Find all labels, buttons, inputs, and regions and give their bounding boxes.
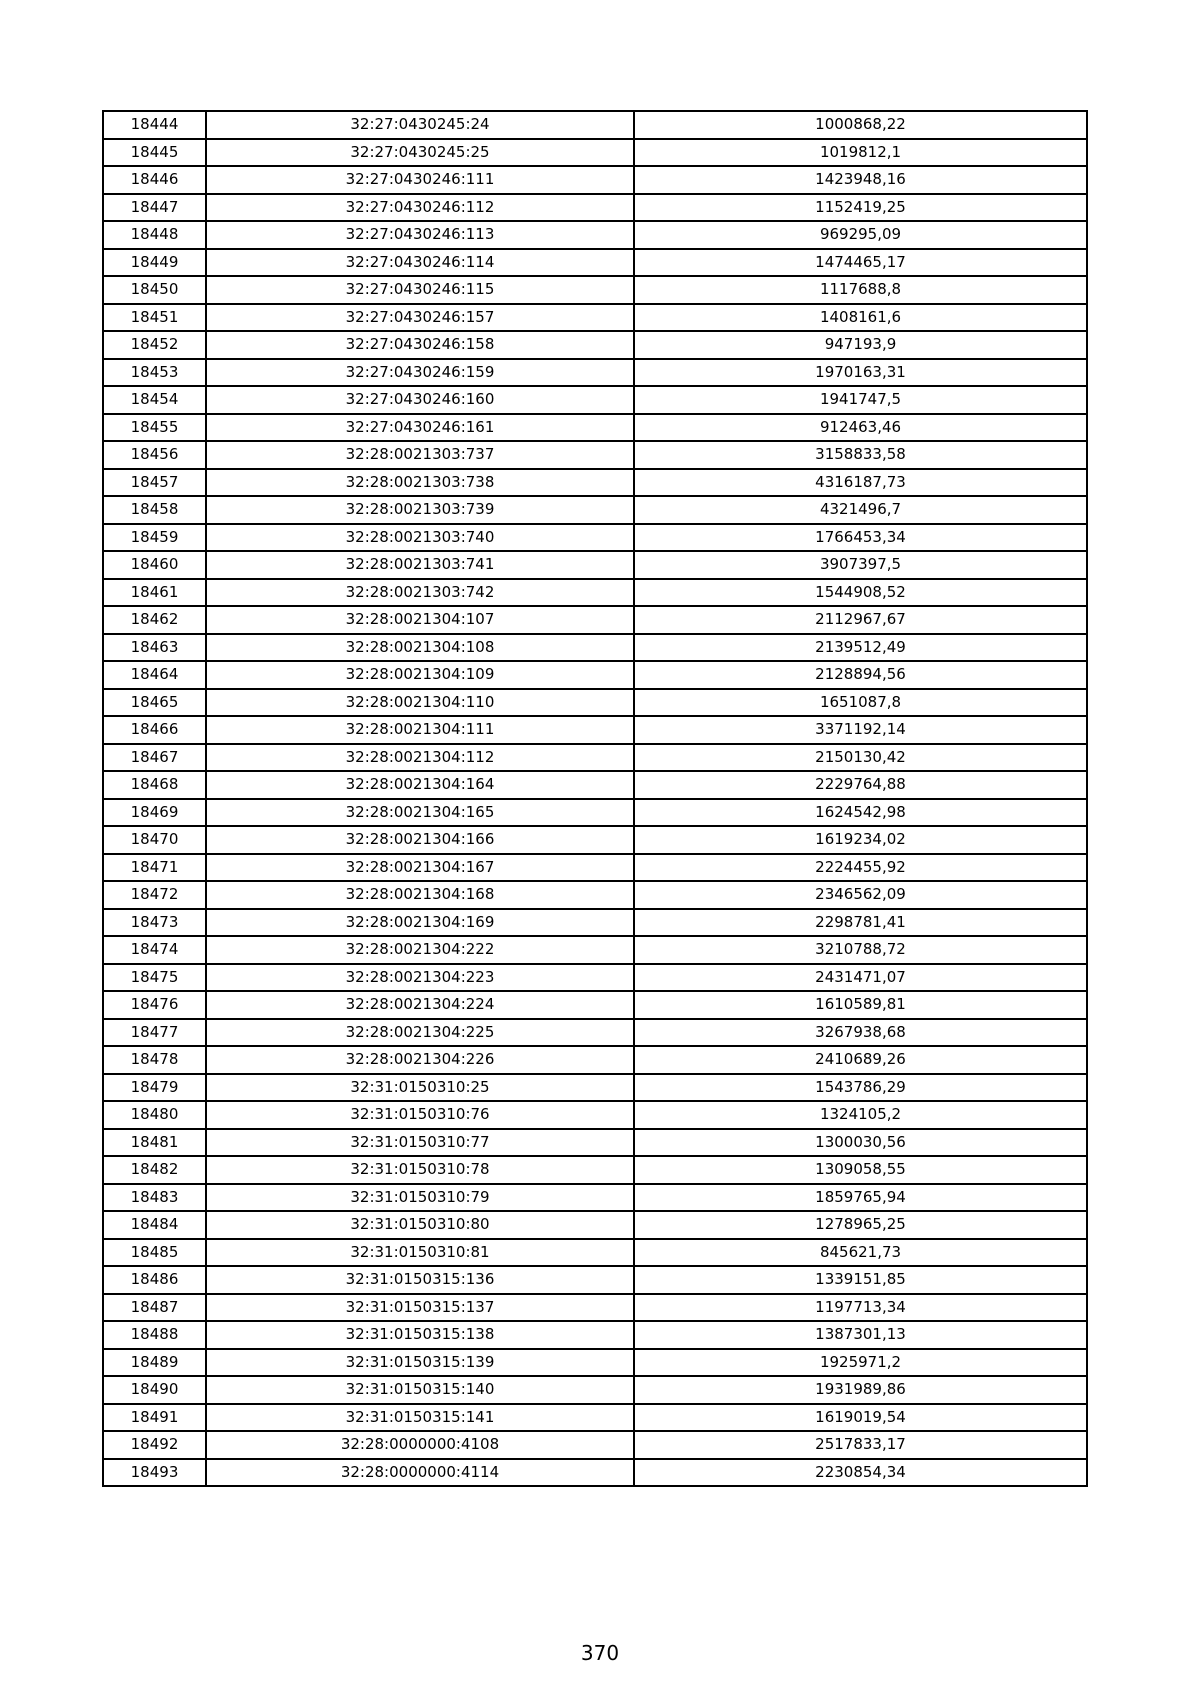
value-cell: 3210788,72 [634,936,1087,964]
table-row [103,1321,1087,1349]
value-cell: 2112967,67 [634,606,1087,634]
table-row [103,716,1087,744]
table-row [103,854,1087,882]
cadastral-number-cell: 32:28:0021304:112 [206,744,634,772]
table-row [103,276,1087,304]
row-number-cell: 18450 [103,276,206,304]
cadastral-number-cell: 32:28:0021304:222 [206,936,634,964]
value-cell: 1408161,6 [634,304,1087,332]
cadastral-number-cell: 32:28:0021304:168 [206,881,634,909]
row-number-cell: 18463 [103,634,206,662]
row-number-cell: 18464 [103,661,206,689]
row-number-cell: 18460 [103,551,206,579]
row-number-cell: 18491 [103,1404,206,1432]
table-row [103,579,1087,607]
value-cell: 1300030,56 [634,1129,1087,1157]
table-row [103,221,1087,249]
table-row [103,1046,1087,1074]
cadastral-number-cell: 32:28:0021304:167 [206,854,634,882]
row-number-cell: 18482 [103,1156,206,1184]
value-cell: 1931989,86 [634,1376,1087,1404]
row-number-cell: 18466 [103,716,206,744]
row-number-cell: 18470 [103,826,206,854]
row-number-cell: 18446 [103,166,206,194]
cadastral-number-cell: 32:31:0150310:81 [206,1239,634,1267]
row-number-cell: 18459 [103,524,206,552]
row-number-cell: 18444 [103,111,206,139]
table-row [103,166,1087,194]
row-number-cell: 18445 [103,139,206,167]
value-cell: 1387301,13 [634,1321,1087,1349]
row-number-cell: 18483 [103,1184,206,1212]
row-number-cell: 18486 [103,1266,206,1294]
table-row [103,414,1087,442]
cadastral-number-cell: 32:27:0430245:24 [206,111,634,139]
value-cell: 1117688,8 [634,276,1087,304]
cadastral-number-cell: 32:27:0430246:161 [206,414,634,442]
table-row [103,744,1087,772]
row-number-cell: 18484 [103,1211,206,1239]
row-number-cell: 18455 [103,414,206,442]
cadastral-number-cell: 32:31:0150310:25 [206,1074,634,1102]
cadastral-number-cell: 32:31:0150315:140 [206,1376,634,1404]
row-number-cell: 18478 [103,1046,206,1074]
row-number-cell: 18471 [103,854,206,882]
table-row [103,551,1087,579]
value-cell: 1544908,52 [634,579,1087,607]
row-number-cell: 18480 [103,1101,206,1129]
cadastral-number-cell: 32:31:0150310:80 [206,1211,634,1239]
table-row [103,1239,1087,1267]
table-row [103,1349,1087,1377]
cadastral-value-table [102,110,1088,1487]
row-number-cell: 18453 [103,359,206,387]
cadastral-number-cell: 32:27:0430246:160 [206,386,634,414]
cadastral-number-cell: 32:28:0021304:164 [206,771,634,799]
table-row [103,441,1087,469]
cadastral-number-cell: 32:28:0021304:224 [206,991,634,1019]
row-number-cell: 18485 [103,1239,206,1267]
value-cell: 1610589,81 [634,991,1087,1019]
value-cell: 2410689,26 [634,1046,1087,1074]
page-number: 370 [580,1641,620,1665]
value-cell: 2230854,34 [634,1459,1087,1487]
cadastral-number-cell: 32:31:0150315:136 [206,1266,634,1294]
cadastral-number-cell: 32:27:0430246:158 [206,331,634,359]
cadastral-number-cell: 32:28:0021303:737 [206,441,634,469]
row-number-cell: 18458 [103,496,206,524]
table-row [103,1294,1087,1322]
value-cell: 947193,9 [634,331,1087,359]
table-row [103,194,1087,222]
row-number-cell: 18488 [103,1321,206,1349]
table-row [103,304,1087,332]
cadastral-number-cell: 32:31:0150310:78 [206,1156,634,1184]
value-cell: 969295,09 [634,221,1087,249]
row-number-cell: 18489 [103,1349,206,1377]
table-row [103,1019,1087,1047]
cadastral-number-cell: 32:31:0150315:138 [206,1321,634,1349]
row-number-cell: 18469 [103,799,206,827]
table-row [103,909,1087,937]
value-cell: 2139512,49 [634,634,1087,662]
value-cell: 3267938,68 [634,1019,1087,1047]
value-cell: 1619234,02 [634,826,1087,854]
row-number-cell: 18451 [103,304,206,332]
table-row [103,964,1087,992]
row-number-cell: 18449 [103,249,206,277]
row-number-cell: 18493 [103,1459,206,1487]
cadastral-number-cell: 32:28:0021304:226 [206,1046,634,1074]
table-row [103,524,1087,552]
value-cell: 1019812,1 [634,139,1087,167]
cadastral-number-cell: 32:31:0150310:77 [206,1129,634,1157]
row-number-cell: 18476 [103,991,206,1019]
table-row [103,771,1087,799]
value-cell: 1859765,94 [634,1184,1087,1212]
cadastral-number-cell: 32:31:0150315:137 [206,1294,634,1322]
value-cell: 1278965,25 [634,1211,1087,1239]
table-row [103,991,1087,1019]
cadastral-number-cell: 32:27:0430246:159 [206,359,634,387]
value-cell: 1152419,25 [634,194,1087,222]
table-row [103,1404,1087,1432]
row-number-cell: 18447 [103,194,206,222]
cadastral-number-cell: 32:27:0430246:111 [206,166,634,194]
row-number-cell: 18479 [103,1074,206,1102]
row-number-cell: 18462 [103,606,206,634]
value-cell: 4321496,7 [634,496,1087,524]
row-number-cell: 18467 [103,744,206,772]
value-cell: 1925971,2 [634,1349,1087,1377]
cadastral-number-cell: 32:27:0430246:113 [206,221,634,249]
cadastral-number-cell: 32:28:0021303:738 [206,469,634,497]
row-number-cell: 18474 [103,936,206,964]
cadastral-number-cell: 32:28:0021304:225 [206,1019,634,1047]
row-number-cell: 18456 [103,441,206,469]
table-row [103,139,1087,167]
row-number-cell: 18475 [103,964,206,992]
value-cell: 3907397,5 [634,551,1087,579]
value-cell: 2431471,07 [634,964,1087,992]
table-row [103,1101,1087,1129]
value-cell: 3158833,58 [634,441,1087,469]
value-cell: 1324105,2 [634,1101,1087,1129]
table-row [103,634,1087,662]
row-number-cell: 18448 [103,221,206,249]
table-row [103,386,1087,414]
cadastral-number-cell: 32:28:0021304:165 [206,799,634,827]
value-cell: 4316187,73 [634,469,1087,497]
row-number-cell: 18457 [103,469,206,497]
cadastral-number-cell: 32:31:0150315:139 [206,1349,634,1377]
row-number-cell: 18472 [103,881,206,909]
cadastral-number-cell: 32:31:0150310:79 [206,1184,634,1212]
table-row [103,1266,1087,1294]
value-cell: 845621,73 [634,1239,1087,1267]
row-number-cell: 18473 [103,909,206,937]
table-row [103,1156,1087,1184]
value-cell: 1309058,55 [634,1156,1087,1184]
table-row [103,1376,1087,1404]
table-row [103,1129,1087,1157]
table-row [103,331,1087,359]
cadastral-number-cell: 32:28:0021304:166 [206,826,634,854]
value-cell: 2517833,17 [634,1431,1087,1459]
row-number-cell: 18492 [103,1431,206,1459]
value-cell: 1423948,16 [634,166,1087,194]
cadastral-number-cell: 32:27:0430246:112 [206,194,634,222]
cadastral-number-cell: 32:31:0150310:76 [206,1101,634,1129]
table-row [103,359,1087,387]
table-row [103,1074,1087,1102]
cadastral-number-cell: 32:28:0021304:109 [206,661,634,689]
table-row [103,249,1087,277]
cadastral-number-cell: 32:28:0021304:169 [206,909,634,937]
table-row [103,606,1087,634]
cadastral-number-cell: 32:28:0021303:741 [206,551,634,579]
value-cell: 1624542,98 [634,799,1087,827]
value-cell: 1543786,29 [634,1074,1087,1102]
row-number-cell: 18481 [103,1129,206,1157]
cadastral-number-cell: 32:28:0021304:110 [206,689,634,717]
value-cell: 1651087,8 [634,689,1087,717]
cadastral-number-cell: 32:28:0021304:107 [206,606,634,634]
cadastral-number-cell: 32:28:0000000:4114 [206,1459,634,1487]
table-row [103,689,1087,717]
table-row [103,1459,1087,1487]
value-cell: 1970163,31 [634,359,1087,387]
cadastral-number-cell: 32:27:0430246:157 [206,304,634,332]
cadastral-number-cell: 32:28:0021303:740 [206,524,634,552]
value-cell: 1000868,22 [634,111,1087,139]
cadastral-number-cell: 32:28:0000000:4108 [206,1431,634,1459]
value-cell: 2150130,42 [634,744,1087,772]
cadastral-number-cell: 32:27:0430246:114 [206,249,634,277]
table-row [103,111,1087,139]
value-cell: 1339151,85 [634,1266,1087,1294]
table-row [103,881,1087,909]
cadastral-number-cell: 32:28:0021304:223 [206,964,634,992]
cadastral-number-cell: 32:28:0021303:739 [206,496,634,524]
table-row [103,936,1087,964]
table-row [103,799,1087,827]
cadastral-number-cell: 32:28:0021304:111 [206,716,634,744]
row-number-cell: 18452 [103,331,206,359]
row-number-cell: 18465 [103,689,206,717]
value-cell: 912463,46 [634,414,1087,442]
value-cell: 2224455,92 [634,854,1087,882]
table-body [103,111,1087,1486]
cadastral-number-cell: 32:31:0150315:141 [206,1404,634,1432]
row-number-cell: 18454 [103,386,206,414]
value-cell: 2298781,41 [634,909,1087,937]
value-cell: 1619019,54 [634,1404,1087,1432]
value-cell: 1197713,34 [634,1294,1087,1322]
cadastral-number-cell: 32:27:0430245:25 [206,139,634,167]
row-number-cell: 18487 [103,1294,206,1322]
value-cell: 1941747,5 [634,386,1087,414]
table-row [103,496,1087,524]
cadastral-number-cell: 32:28:0021303:742 [206,579,634,607]
value-cell: 1474465,17 [634,249,1087,277]
row-number-cell: 18468 [103,771,206,799]
table-row [103,826,1087,854]
table-row [103,1431,1087,1459]
value-cell: 2229764,88 [634,771,1087,799]
value-cell: 2128894,56 [634,661,1087,689]
table-row [103,469,1087,497]
table-row [103,1211,1087,1239]
table-row [103,661,1087,689]
value-cell: 1766453,34 [634,524,1087,552]
cadastral-number-cell: 32:27:0430246:115 [206,276,634,304]
row-number-cell: 18490 [103,1376,206,1404]
value-cell: 3371192,14 [634,716,1087,744]
table-row [103,1184,1087,1212]
row-number-cell: 18477 [103,1019,206,1047]
row-number-cell: 18461 [103,579,206,607]
cadastral-number-cell: 32:28:0021304:108 [206,634,634,662]
value-cell: 2346562,09 [634,881,1087,909]
